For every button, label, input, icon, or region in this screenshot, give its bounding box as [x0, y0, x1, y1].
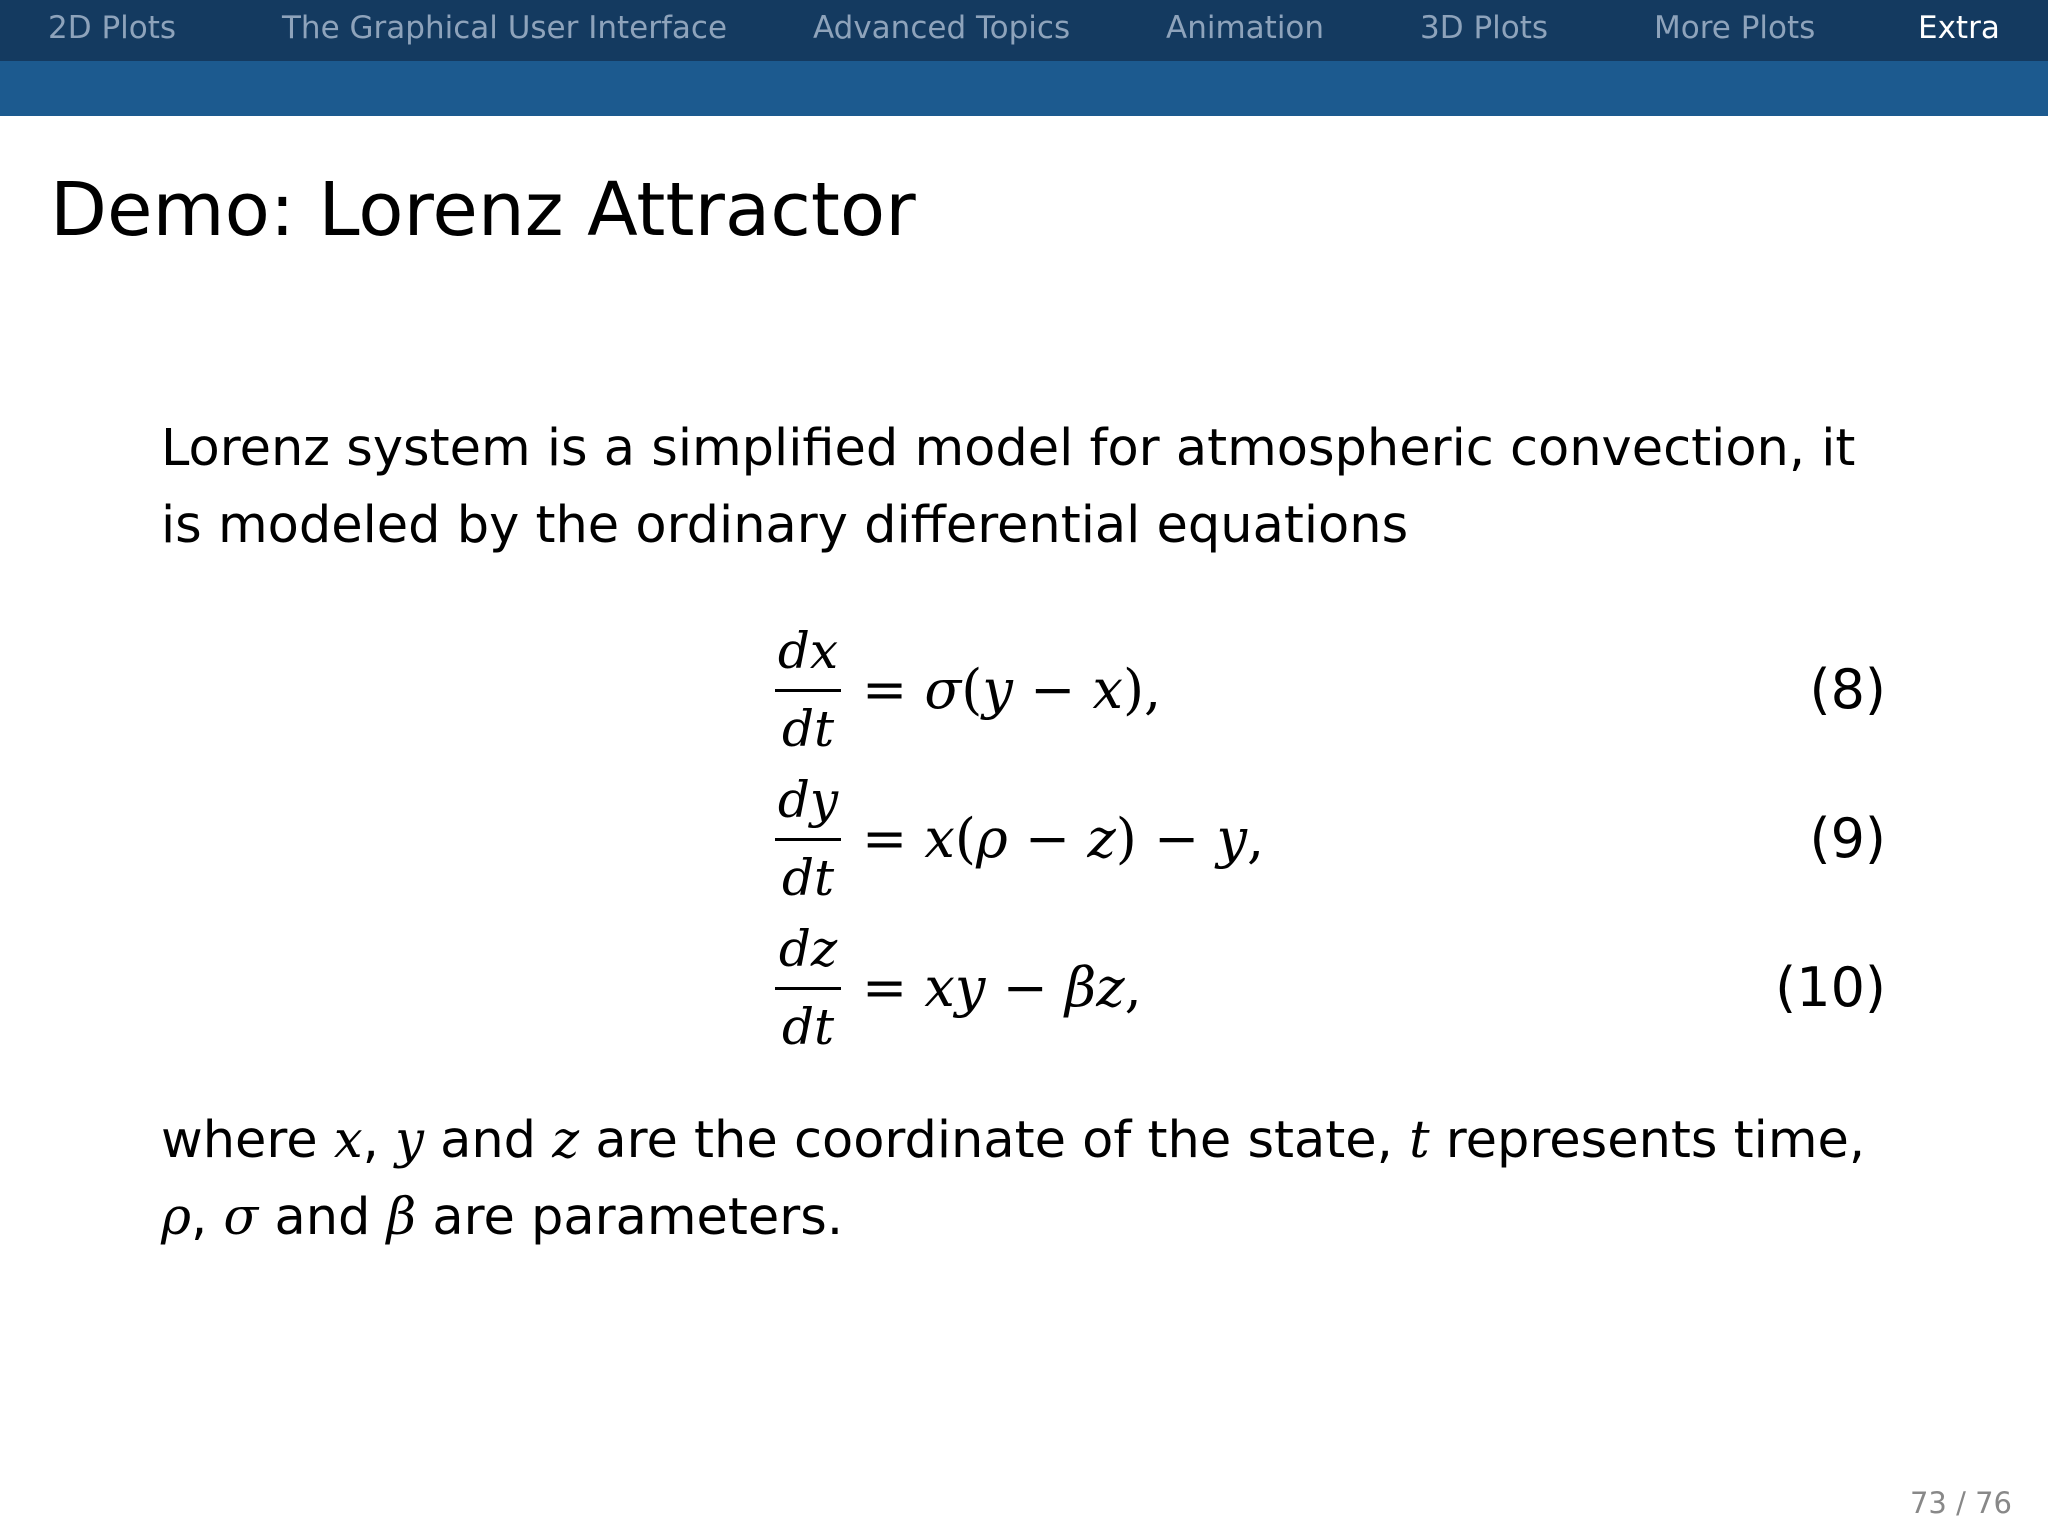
- outro-text: ,: [362, 1111, 379, 1170]
- equation-row-9: [0, 766, 2048, 916]
- equation-rhs: = σ(y − x),: [862, 658, 1162, 721]
- math-x: x: [333, 1111, 363, 1170]
- fraction-bar: [775, 838, 841, 841]
- frame-title: Demo: Lorenz Attractor: [50, 167, 916, 253]
- equation-number: (8): [1809, 658, 1886, 721]
- math-rho: ρ: [161, 1188, 191, 1247]
- fraction-denominator: dt: [781, 998, 835, 1056]
- nav-item-gui[interactable]: The Graphical User Interface: [282, 10, 728, 46]
- fraction-bar: [775, 987, 841, 990]
- fraction-dz-dt: [775, 915, 841, 1065]
- outro-paragraph: [161, 1102, 1901, 1256]
- fraction-denominator: dt: [781, 700, 835, 758]
- fraction-numerator: dy: [777, 771, 839, 829]
- outro-text: where: [161, 1111, 318, 1170]
- math-t: t: [1409, 1111, 1430, 1170]
- nav-item-advanced-topics[interactable]: Advanced Topics: [813, 10, 1071, 46]
- nav-item-3d-plots[interactable]: 3D Plots: [1420, 10, 1549, 46]
- math-sigma: σ: [223, 1188, 259, 1247]
- equation-rhs: = xy − βz,: [862, 956, 1142, 1019]
- outro-text: represents time,: [1445, 1111, 1866, 1170]
- fraction-denominator: dt: [781, 849, 835, 907]
- section-nav-bar: [0, 0, 2048, 61]
- intro-line-2: is modeled by the ordinary differential equations: [161, 496, 1409, 555]
- page-number: 73 / 76: [1909, 1486, 2012, 1520]
- fraction-bar: [775, 689, 841, 692]
- nav-item-more-plots[interactable]: More Plots: [1654, 10, 1816, 46]
- fraction-numerator: dz: [778, 920, 838, 978]
- outro-line-2: [161, 1179, 1901, 1256]
- equation-number: (9): [1809, 807, 1886, 870]
- intro-line-1: Lorenz system is a simplified model for atmospheric convection, it: [161, 419, 1856, 478]
- fraction-dx-dt: [775, 617, 841, 767]
- outro-text: are parameters.: [432, 1188, 844, 1247]
- outro-text: and: [274, 1188, 371, 1247]
- fraction-numerator: dx: [777, 622, 839, 680]
- outro-text: ,: [190, 1188, 208, 1247]
- intro-paragraph: [161, 410, 1901, 564]
- outro-line-1: [161, 1102, 1901, 1179]
- math-y: y: [395, 1111, 424, 1170]
- nav-item-extra[interactable]: Extra: [1918, 10, 2000, 46]
- math-z: z: [552, 1111, 580, 1170]
- equation-row-8: [0, 617, 2048, 767]
- outro-text: are the coordinate of the state,: [595, 1111, 1393, 1170]
- equation-number: (10): [1775, 956, 1886, 1019]
- equation-row-10: [0, 915, 2048, 1065]
- fraction-dy-dt: [775, 766, 841, 916]
- outro-text: and: [440, 1111, 537, 1170]
- nav-item-2d-plots[interactable]: 2D Plots: [48, 10, 177, 46]
- subsection-bar: [0, 61, 2048, 116]
- math-beta: β: [386, 1188, 417, 1247]
- nav-item-animation[interactable]: Animation: [1166, 10, 1325, 46]
- equation-rhs: = x(ρ − z) − y,: [862, 807, 1265, 870]
